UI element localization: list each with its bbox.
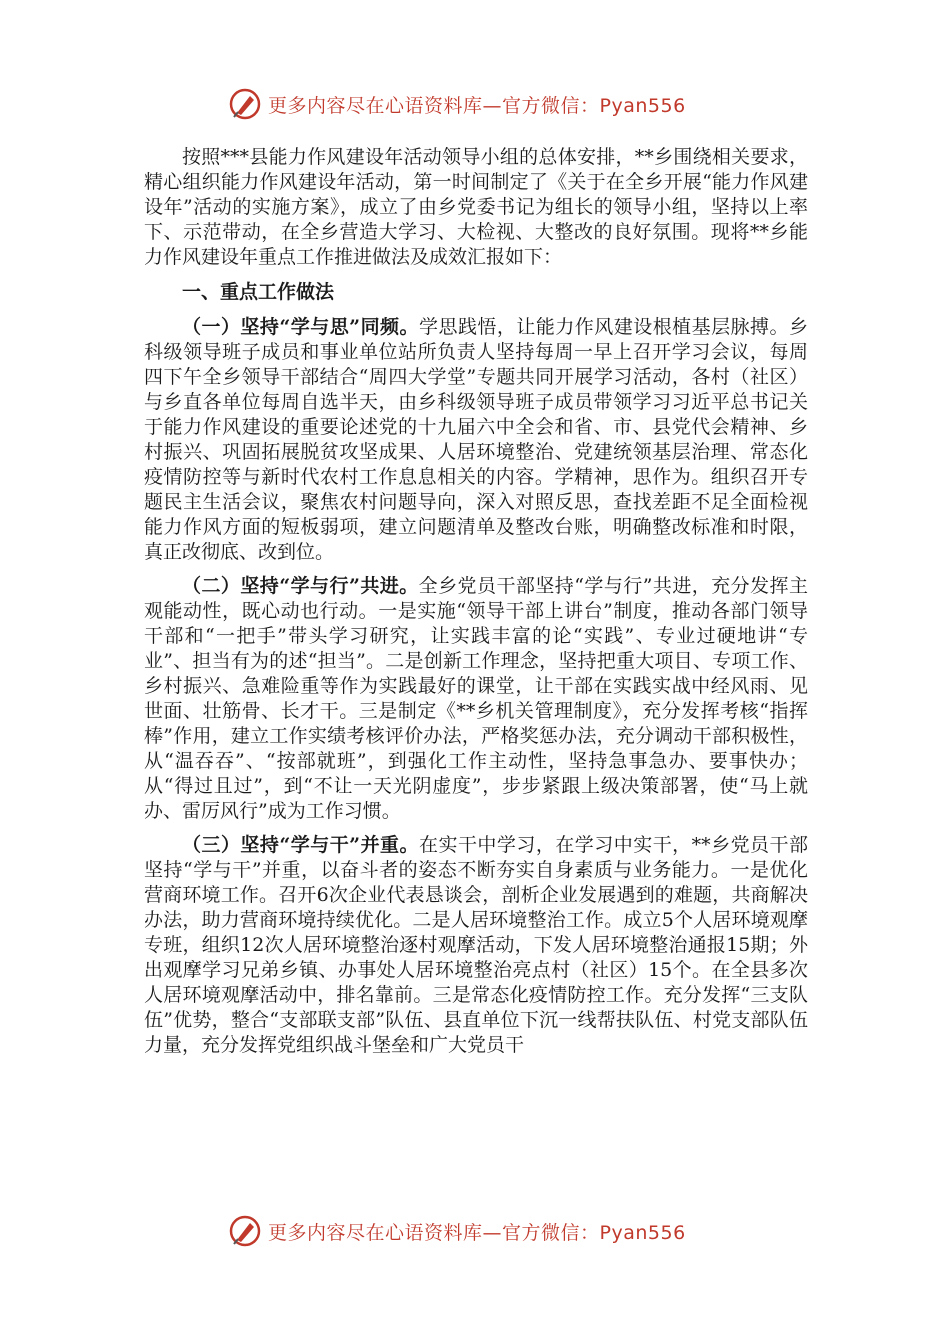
pen-nib-logo-icon xyxy=(228,1214,262,1248)
section-heading: 一、重点工作做法 xyxy=(182,281,335,303)
item-text-1: 学思践悟，让能力作风建设根植基层脉搏。乡科级领导班子成员和事业单位站所负责人坚持每周一早上召开学习会议，每周四下午全乡领导干部结合“周四大学堂”专题共同开展学习活动，各村（社区）与乡直各单位每周自选半天，由乡科级领导班子成员带领学习习近平总书记关于能力作风建设的重要论述党的十九届六中全会和省、市、县党代会精神、乡村振兴、巩固拓展脱贫攻坚成果、人居环境整治、党建统领基层治理、常态化疫情防控等与新时代农村工作息息相关的内容。学精神，思作为。组织召开专题民主生活会议，聚焦农村问题导向，深入对照反思，查找差距不足全面检视能力作风方面的短板弱项，建立问题清单及整改台账，明确整改标准和时限，真正改彻底、改到位。 xyxy=(144,316,808,563)
item-lead-3: （三）坚持“学与干”并重。 xyxy=(182,834,420,856)
item-paragraph-2 xyxy=(144,574,808,824)
item-paragraph-3 xyxy=(144,833,808,1058)
watermark-banner-bottom xyxy=(228,1211,686,1251)
pen-nib-logo-icon xyxy=(228,87,262,121)
watermark-text: 更多内容尽在心语资料库—官方微信：Pyan556 xyxy=(268,94,686,117)
item-text-2: 全乡党员干部坚持“学与行”共进，充分发挥主观能动性，既心动也行动。一是实施“领导干部上讲台”制度，推动各部门领导干部和“一把手”带头学习研究，让实践丰富的论“实践”、专业过硬地讲“专业”、担当有为的述“担当”。二是创新工作理念，坚持把重大项目、专项工作、乡村振兴、急难险重等作为实践最好的课堂，让干部在实践实战中经风雨、见世面、壮筋骨、长才干。三是制定《**乡机关管理制度》，充分发挥考核“指挥棒”作用，建立工作实绩考核评价办法，严格奖惩办法，充分调动干部积极性，从“温吞吞”、“按部就班”，到强化工作主动性，坚持急事急办、要事快办；从“得过且过”，到“不让一天光阴虚度”，步步紧跟上级决策部署，使“马上就办、雷厉风行”成为工作习惯。 xyxy=(144,575,808,822)
document-body xyxy=(144,145,808,1067)
item-text-3: 在实干中学习，在学习中实干，**乡党员干部坚持“学与干”并重，以奋斗者的姿态不断夯实自身素质与业务能力。一是优化营商环境工作。召开6次企业代表恳谈会，剖析企业发展遇到的难题，共商解决办法，助力营商环境持续优化。二是人居环境整治工作。成立5个人居环境观摩专班，组织12次人居环境整治逐村观摩活动，下发人居环境整治通报15期；外出观摩学习兄弟乡镇、办事处人居环境整治亮点村（社区）15个。在全县多次人居环境观摩活动中，排名靠前。三是常态化疫情防控工作。充分发挥“三支队伍”优势，整合“支部联支部”队伍、县直单位下沉一线帮扶队伍、村党支部队伍力量，充分发挥党组织战斗堡垒和广大党员干 xyxy=(144,834,808,1056)
item-lead-1: （一）坚持“学与思”同频。 xyxy=(182,316,420,338)
item-lead-2: （二）坚持“学与行”共进。 xyxy=(182,575,419,597)
watermark-banner-top xyxy=(228,84,686,124)
watermark-text: 更多内容尽在心语资料库—官方微信：Pyan556 xyxy=(268,1221,686,1244)
item-paragraph-1 xyxy=(144,315,808,565)
intro-paragraph: 按照***县能力作风建设年活动领导小组的总体安排，**乡围绕相关要求，精心组织能力作风建设年活动，第一时间制定了《关于在全乡开展“能力作风建设年”活动的实施方案》，成立了由乡党委书记为组长的领导小组，坚持以上率下、示范带动，在全乡营造大学习、大检视、大整改的良好氛围。现将**乡能力作风建设年重点工作推进做法及成效汇报如下： xyxy=(144,146,808,268)
